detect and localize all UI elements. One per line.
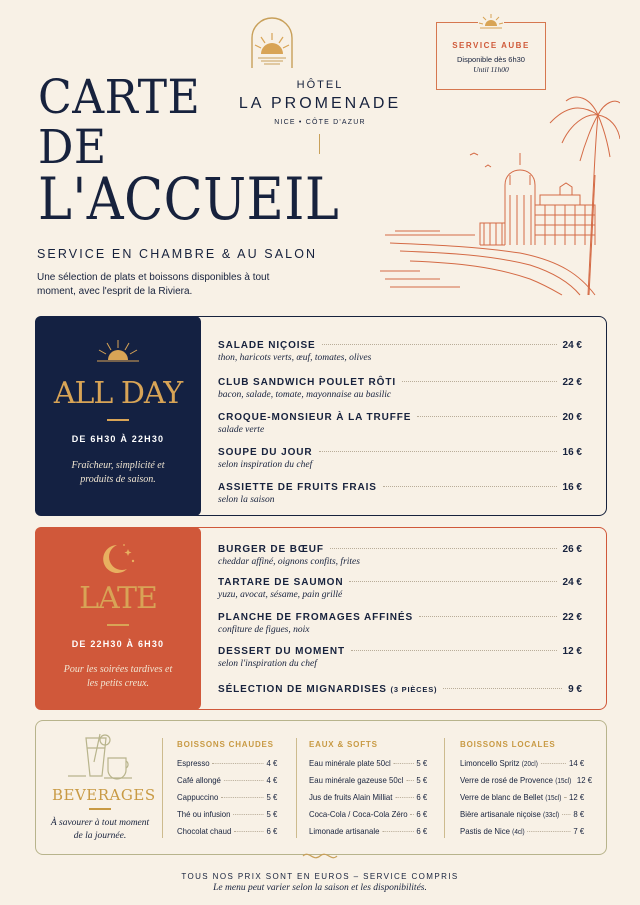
divider (107, 419, 129, 421)
wave-ornament-icon (301, 850, 339, 862)
drink-name-text: Limoncello Spritz (460, 758, 520, 768)
hotel-logo-sun-arch-icon (249, 16, 295, 70)
divider (89, 808, 111, 810)
drink-price: 5 € (266, 792, 278, 802)
list-item (218, 577, 582, 600)
item-name-text: SÉLECTION DE MIGNARDISES (218, 684, 387, 695)
service-aube-until: Until 11h00 (473, 65, 509, 74)
dotted-leader (330, 548, 557, 549)
hotel-name: LA PROMENADE (238, 95, 402, 112)
late-hours: DE 22H30 À 6H30 (71, 639, 165, 649)
list-item (218, 447, 582, 470)
drink-price: 8 € (573, 809, 585, 819)
all-day-note: Fraîcheur, simplicité et produits de saison. (71, 460, 165, 485)
list-item (218, 646, 582, 669)
drink-name (460, 775, 571, 785)
footer-prices-note: TOUS NOS PRIX SONT EN EUROS – SERVICE COMPRIS (181, 872, 459, 881)
dotted-leader (395, 797, 413, 798)
drink-price: 6 € (416, 826, 428, 836)
all-day-sidebar (35, 316, 201, 516)
column-divider (296, 738, 297, 838)
drink-name-text: Bière artisanale niçoise (460, 809, 541, 819)
service-aube-availability: Disponible dès 6h30 (457, 55, 525, 64)
late-menu-list (218, 544, 582, 704)
list-item (460, 826, 584, 843)
drink-name: Espresso (177, 758, 210, 768)
list-item (460, 792, 584, 809)
dotted-leader (349, 581, 556, 582)
drink-name: Cappuccino (177, 792, 219, 802)
list-item (218, 612, 582, 635)
item-price: 26 € (562, 544, 582, 555)
dotted-leader (322, 344, 557, 345)
dotted-leader (234, 831, 264, 832)
item-price: 12 € (562, 646, 582, 657)
drink-name: Chocolat chaud (177, 826, 232, 836)
hotel-label: HÔTEL (296, 79, 344, 91)
drink-price: 6 € (416, 792, 428, 802)
item-price: 24 € (562, 340, 582, 351)
drink-price: 6 € (416, 809, 428, 819)
beverages-note: À savourer à tout moment de la journée. (50, 818, 150, 841)
list-item (309, 792, 427, 809)
dotted-leader (383, 486, 557, 487)
item-description: confiture de figues, noix (218, 625, 310, 635)
drink-price: 12 € (576, 775, 593, 785)
drink-price: 4 € (266, 758, 278, 768)
sun-rays-icon (95, 338, 141, 362)
drink-price: 6 € (266, 826, 278, 836)
beverages-title: BEVERAGES (52, 786, 156, 804)
drink-price: 12 € (568, 792, 585, 802)
drink-name-text: Verre de blanc de Bellet (460, 792, 544, 802)
service-aube-title: SERVICE AUBE (452, 41, 530, 50)
page-title-line-3: L'ACCUEIL (38, 165, 340, 233)
item-qualifier: (3 PIÈCES) (390, 685, 438, 694)
dotted-leader (319, 451, 557, 452)
late-sidebar (35, 527, 201, 710)
drink-name: Eau minérale gazeuse 50cl (309, 775, 404, 785)
intro-text: Une sélection de plats et boissons disponibles à tout moment, avec l'esprit de la Riviera. (37, 272, 270, 297)
drink-name-text: Verre de rosé de Provence (460, 775, 554, 785)
item-name: BURGER DE BŒUF (218, 544, 324, 555)
dotted-leader (527, 831, 570, 832)
dotted-leader (541, 763, 567, 764)
hotel-location: NICE • CÔTE D'AZUR (274, 119, 366, 126)
riviera-hotel-illustration (380, 95, 620, 305)
item-description: salade verte (218, 425, 265, 435)
drink-name: Limonade artisanale (309, 826, 380, 836)
list-item (177, 826, 277, 843)
list-item (309, 809, 427, 826)
drinks-illustration-icon (64, 732, 134, 782)
item-name: TARTARE DE SAUMON (218, 577, 344, 588)
column-divider (162, 738, 163, 838)
drink-name: Café allongé (177, 775, 221, 785)
item-description: bacon, salade, tomate, mayonnaise au basilic (218, 390, 392, 400)
footer-availability-note: Le menu peut varier selon la saison et les disponibilités. (213, 883, 427, 893)
dotted-leader (212, 763, 263, 764)
dotted-leader (406, 780, 413, 781)
item-description: yuzu, avocat, sésame, pain grillé (218, 590, 343, 600)
dotted-leader (224, 780, 264, 781)
list-item (177, 758, 277, 775)
list-item (309, 826, 427, 843)
drink-price: 5 € (416, 758, 428, 768)
drink-price: 5 € (266, 809, 278, 819)
drink-size: (15cl) (555, 778, 572, 785)
late-title: LATE (79, 581, 157, 616)
item-description: selon inspiration du chef (218, 460, 313, 470)
late-note: Pour les soirées tardives et les petits creux. (63, 664, 173, 689)
list-item (218, 412, 582, 435)
list-item (460, 775, 593, 792)
item-description: cheddar affiné, oignons confits, frites (218, 557, 360, 567)
dotted-leader (564, 797, 566, 798)
drink-size: (33cl) (543, 812, 560, 819)
list-item (218, 340, 582, 363)
sunrise-icon (478, 12, 504, 30)
list-item (177, 775, 277, 792)
drink-name (460, 826, 525, 836)
all-day-hours: DE 6H30 À 22H30 (71, 434, 165, 444)
item-price: 9 € (568, 684, 582, 695)
item-description: thon, haricots verts, œuf, tomates, olives (218, 353, 372, 363)
item-name: ASSIETTE DE FRUITS FRAIS (218, 482, 377, 493)
list-item (218, 482, 582, 505)
drink-name (460, 792, 561, 802)
item-price: 20 € (562, 412, 582, 423)
list-item (309, 775, 427, 792)
drink-size: (20cl) (521, 761, 538, 768)
beverage-column-softs (309, 740, 428, 843)
column-heading: EAUX & SOFTS (309, 740, 378, 749)
drink-size: (4cl) (512, 829, 525, 836)
list-item (218, 544, 582, 567)
item-name (218, 684, 437, 695)
drink-name: Thé ou infusion (177, 809, 231, 819)
list-item (460, 758, 584, 775)
list-item (460, 809, 584, 826)
drink-name-text: Pastis de Nice (460, 826, 510, 836)
item-name: PLANCHE DE FROMAGES AFFINÉS (218, 612, 414, 623)
drink-size: (15cl) (545, 795, 562, 802)
dotted-leader (233, 814, 263, 815)
list-item (218, 377, 582, 400)
all-day-title: ALL DAY (53, 376, 183, 411)
dotted-leader (419, 616, 556, 617)
item-price: 22 € (562, 612, 582, 623)
dotted-leader (443, 688, 562, 689)
drink-name: Jus de fruits Alain Milliat (309, 792, 393, 802)
drink-price: 7 € (573, 826, 585, 836)
item-name: SOUPE DU JOUR (218, 447, 313, 458)
item-name: DESSERT DU MOMENT (218, 646, 345, 657)
drink-price: 4 € (266, 775, 278, 785)
page-title-line-2: DE (38, 120, 107, 175)
column-heading: BOISSONS LOCALES (460, 740, 556, 749)
all-day-menu-list (218, 340, 582, 510)
drink-price: 14 € (568, 758, 585, 768)
item-description: selon l'inspiration du chef (218, 659, 317, 669)
drink-price: 5 € (416, 775, 428, 785)
item-price: 16 € (562, 482, 582, 493)
drink-name: Eau minérale plate 50cl (309, 758, 391, 768)
dotted-leader (393, 763, 413, 764)
item-price: 16 € (562, 447, 582, 458)
service-aube-box (436, 22, 546, 90)
list-item (177, 792, 277, 809)
drink-name (460, 758, 538, 768)
column-heading: BOISSONS CHAUDES (177, 740, 274, 749)
item-name: CROQUE-MONSIEUR À LA TRUFFE (218, 412, 412, 423)
dotted-leader (351, 650, 557, 651)
divider (107, 624, 129, 626)
dotted-leader (562, 814, 571, 815)
divider (319, 134, 320, 154)
drink-name (460, 809, 559, 819)
page-subtitle: SERVICE EN CHAMBRE & AU SALON (37, 247, 318, 261)
page-title-line-1: CARTE (38, 70, 201, 125)
crescent-moon-icon (97, 541, 137, 577)
item-price: 22 € (562, 377, 582, 388)
drink-name: Coca-Cola / Coca-Cola Zéro (309, 809, 408, 819)
item-name: SALADE NIÇOISE (218, 340, 316, 351)
dotted-leader (402, 381, 556, 382)
column-divider (444, 738, 445, 838)
item-description: selon la saison (218, 495, 275, 505)
dotted-leader (382, 831, 413, 832)
beverage-column-hot (177, 740, 278, 843)
dotted-leader (410, 814, 413, 815)
beverage-column-local (460, 740, 593, 843)
dotted-leader (417, 416, 556, 417)
list-item (218, 684, 582, 695)
item-name: CLUB SANDWICH POULET RÔTI (218, 377, 397, 388)
list-item (309, 758, 427, 775)
item-price: 24 € (562, 577, 582, 588)
dotted-leader (221, 797, 264, 798)
list-item (177, 809, 277, 826)
